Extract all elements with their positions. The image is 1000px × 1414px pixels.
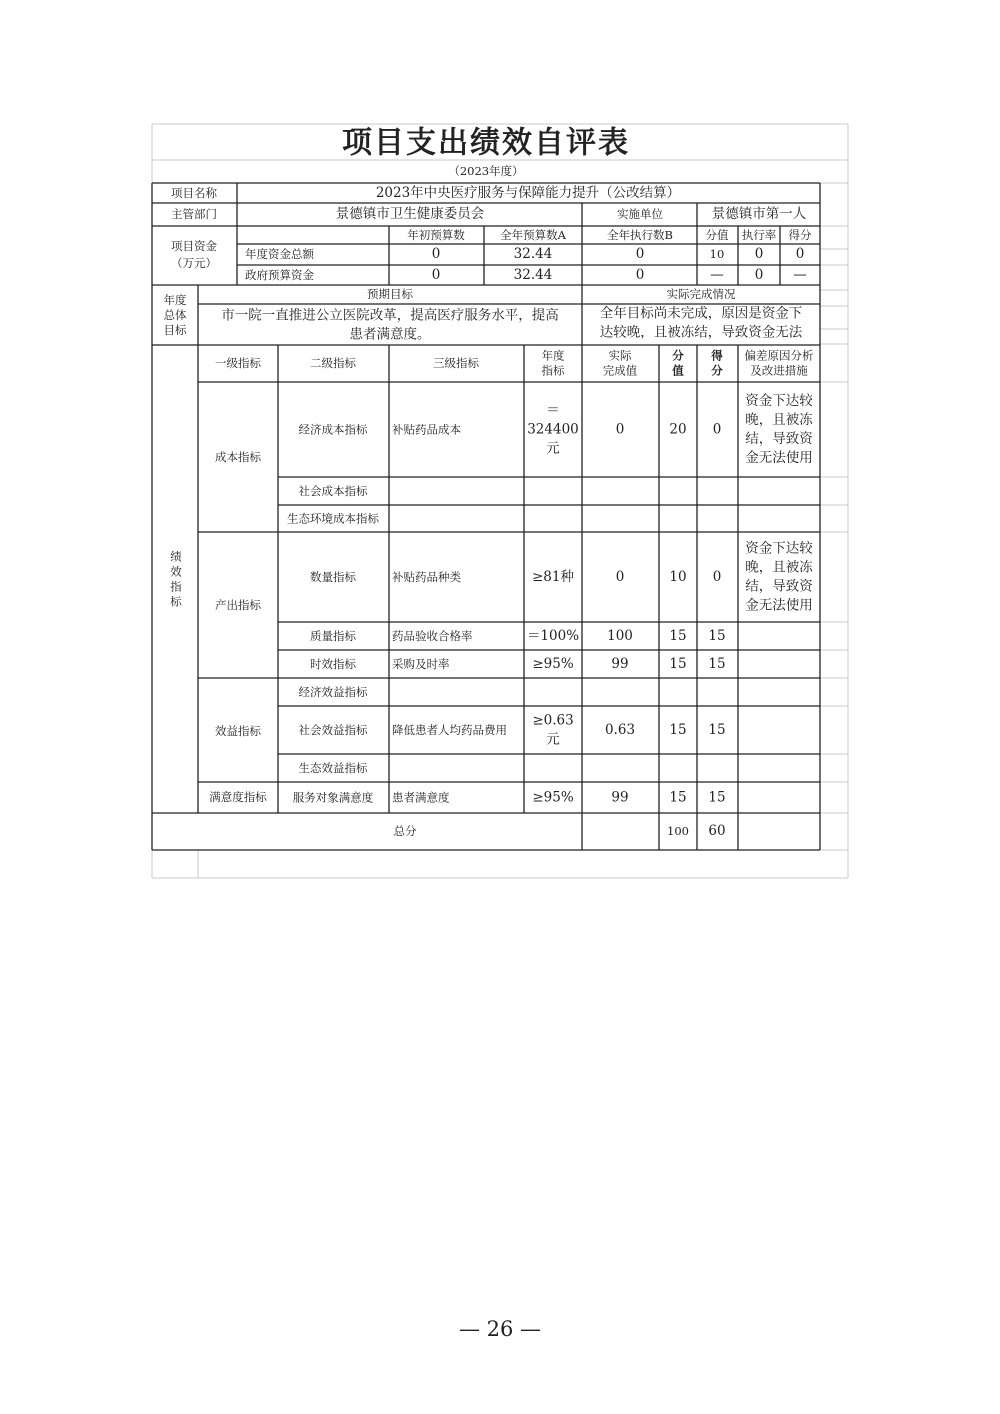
dept-label: 主管部门: [171, 207, 217, 221]
level1-label: 效益指标: [215, 724, 261, 738]
fund-value: 10: [709, 247, 725, 261]
dept-name: 景德镇市卫生健康委员会: [335, 206, 485, 222]
level2-label: 生态效益指标: [298, 761, 368, 775]
fund-value: 0: [431, 267, 441, 283]
fund-header: 年初预算数: [407, 228, 465, 242]
target-value: ≥95%: [532, 656, 574, 672]
perf-label: 绩: [170, 549, 182, 564]
score-value: 20: [669, 421, 687, 438]
level2-label: 质量指标: [310, 629, 356, 643]
fund-value: 0: [635, 246, 645, 262]
actual-value: 0.63: [604, 722, 636, 738]
goal-label: 年度: [163, 293, 187, 307]
level2-label: 社会效益指标: [298, 723, 368, 737]
goal-label: 目标: [163, 323, 187, 337]
reason-text: 金无法使用: [745, 597, 813, 614]
reason-text: 资金下达较: [745, 540, 813, 557]
reason-text: 资金下达较: [745, 393, 813, 409]
expected-text: 患者满意度。: [349, 326, 431, 343]
got-value: 15: [708, 722, 726, 738]
level3-label: 补贴药品种类: [392, 570, 461, 584]
actual-value: 100: [607, 628, 633, 644]
level3-label: 补贴药品成本: [392, 422, 461, 437]
fund-header: 执行率: [741, 228, 777, 242]
year-label: （2023年度）: [448, 164, 524, 178]
fund-value: 0: [635, 267, 645, 283]
level2-label: 社会成本指标: [298, 484, 368, 498]
got-value: 15: [708, 789, 726, 806]
actual-value: 0: [615, 569, 625, 585]
fund-header: 全年执行数B: [607, 228, 673, 242]
target-value: 324400: [527, 421, 579, 438]
perf-header-got: 分: [711, 363, 723, 378]
total-got: 60: [708, 823, 726, 839]
score-value: 15: [669, 628, 687, 644]
perf-header-l2: 二级指标: [310, 356, 356, 370]
reason-text: 金无法使用: [745, 450, 813, 466]
fund-value: 32.44: [513, 246, 553, 262]
level3-label: 降低患者人均药品费用: [392, 723, 507, 737]
score-value: 15: [669, 656, 687, 672]
fund-unit-label: （万元）: [171, 256, 217, 270]
level3-label: 采购及时率: [392, 657, 450, 671]
perf-header-target: 年度: [541, 348, 565, 363]
reason-text: 晚，且被冻: [745, 412, 813, 428]
fund-value: 0: [431, 246, 441, 262]
perf-header-actual: 完成值: [602, 363, 638, 378]
level1-label: 产出指标: [215, 598, 261, 612]
level2-label: 经济成本指标: [298, 422, 368, 437]
page-title: 项目支出绩效自评表: [342, 125, 630, 161]
level3-label: 药品验收合格率: [392, 629, 473, 643]
fund-row-name: 政府预算资金: [245, 268, 314, 282]
fund-value: —: [710, 267, 724, 283]
perf-label: 标: [170, 594, 182, 609]
level2-label: 时效指标: [310, 657, 356, 671]
actual-text: 达较晚，且被冻结，导致资金无法: [599, 324, 803, 341]
impl-label: 实施单位: [617, 207, 663, 221]
perf-header-score: 分: [672, 348, 684, 363]
fund-value: 32.44: [513, 267, 553, 283]
level2-label: 生态环境成本指标: [287, 511, 379, 526]
fund-value: —: [793, 267, 807, 283]
got-value: 0: [712, 569, 722, 585]
reason-text: 晚，且被冻: [745, 559, 813, 576]
project-name-label: 项目名称: [171, 186, 217, 200]
score-value: 10: [669, 569, 687, 585]
actual-text: 全年目标尚未完成，原因是资金下: [599, 305, 803, 322]
fund-header: 得分: [788, 228, 812, 242]
expected-text: 市一院一直推进公立医院改革，提高医疗服务水平，提高: [221, 307, 559, 324]
fund-value: 0: [795, 246, 805, 262]
actual-value: 99: [611, 656, 629, 672]
level3-label: 患者满意度: [392, 790, 450, 805]
perf-header-reason: 偏差原因分析: [744, 348, 814, 363]
project-name: 2023年中央医疗服务与保障能力提升（公改结算）: [375, 185, 681, 201]
actual-value: 0: [615, 421, 625, 438]
impl-name: 景德镇市第一人: [711, 206, 807, 222]
fund-header: 分值: [705, 228, 729, 242]
total-label: 总分: [393, 824, 417, 838]
target-value: ≥0.63: [532, 712, 574, 729]
got-value: 15: [708, 628, 726, 644]
fund-value: 0: [754, 246, 764, 262]
perf-header-got: 得: [711, 348, 723, 363]
fund-label: 项目资金: [171, 239, 217, 253]
fund-header: 全年预算数A: [500, 228, 566, 242]
level2-label: 经济效益指标: [298, 685, 368, 699]
perf-header-score: 值: [672, 363, 684, 378]
page-number: — 26 —: [458, 1317, 542, 1341]
level1-label: 成本指标: [215, 450, 261, 464]
perf-label: 指: [170, 579, 182, 594]
perf-header-l1: 一级指标: [215, 356, 261, 370]
fund-value: 0: [754, 267, 764, 283]
goal-label: 总体: [163, 308, 187, 322]
target-value: 元: [546, 440, 560, 457]
total-score: 100: [667, 824, 689, 838]
reason-text: 结，导致资: [745, 431, 813, 447]
fund-row-name: 年度资金总额: [245, 247, 314, 261]
target-value: ≥81种: [532, 569, 574, 585]
got-value: 0: [712, 421, 722, 438]
perf-label: 效: [170, 564, 182, 579]
perf-header-l3: 三级指标: [433, 356, 479, 370]
level1-label: 满意度指标: [209, 790, 267, 804]
perf-header-target: 指标: [541, 363, 565, 378]
perf-header-actual: 实际: [608, 348, 632, 363]
actual-value: 99: [611, 789, 629, 806]
got-value: 15: [708, 656, 726, 672]
target-value: ＝100%: [526, 628, 580, 644]
score-value: 15: [669, 789, 687, 806]
expected-label: 预期目标: [367, 287, 413, 301]
reason-text: 结，导致资: [745, 578, 813, 595]
level2-label: 服务对象满意度: [292, 790, 374, 805]
score-value: 15: [669, 722, 687, 738]
level2-label: 数量指标: [310, 570, 356, 584]
actual-label: 实际完成情况: [666, 287, 736, 301]
target-value: ＝: [546, 402, 560, 419]
target-value: 元: [546, 731, 560, 748]
perf-header-reason: 及改进措施: [750, 363, 808, 378]
target-value: ≥95%: [532, 789, 574, 806]
